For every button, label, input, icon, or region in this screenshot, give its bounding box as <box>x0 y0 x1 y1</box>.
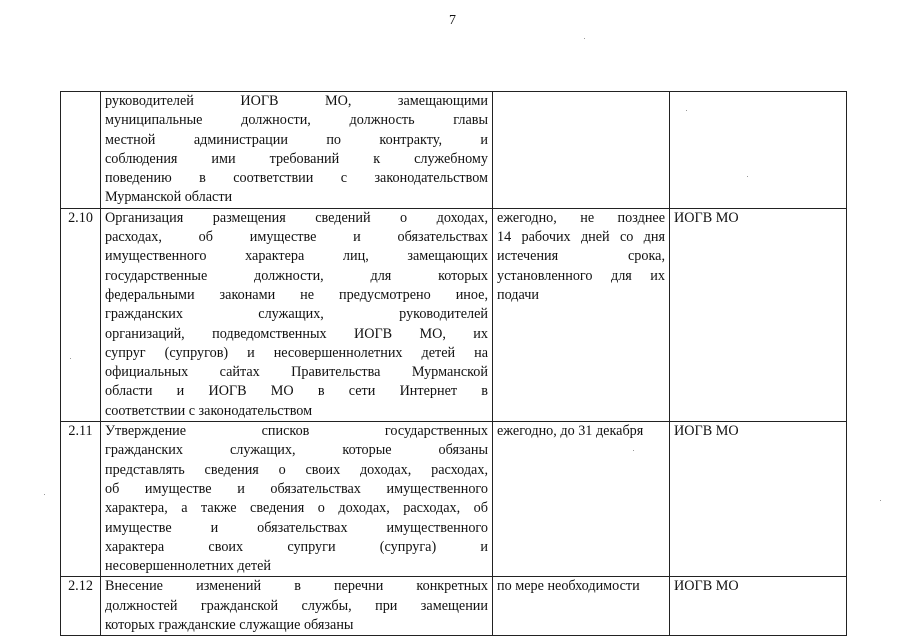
term-line: подачи <box>497 286 539 303</box>
term-line: установленного для их <box>497 267 665 284</box>
measure-text <box>101 208 493 421</box>
measure-text-line: местной администрации по контракту, и <box>105 131 488 148</box>
measure-text-line: государственные должности, для которых <box>105 267 488 284</box>
measure-text-line: представлять сведения о своих доходах, расходах, <box>105 461 488 478</box>
measure-text-line: имуществе и обязательствах имущественного <box>105 519 488 536</box>
measure-text-line: руководителей ИОГВ МО, замещающими <box>105 93 488 109</box>
table-row <box>61 208 847 421</box>
measure-text <box>101 92 493 209</box>
term-cell <box>493 422 670 577</box>
scan-speck <box>44 494 45 495</box>
row-number <box>61 92 101 209</box>
term-line: 14 рабочих дней со дня <box>497 229 665 246</box>
term-line: ежегодно, не позднее <box>497 209 665 226</box>
scan-speck <box>747 176 748 177</box>
measure-text-line: муниципальные должности, должность главы <box>105 112 488 129</box>
executor-cell: ИОГВ МО <box>670 577 847 636</box>
measure-text-line: Утверждение списков государственных <box>105 423 488 440</box>
term-line: по мере необходимости <box>497 578 640 595</box>
measure-text-line: соответствии с законодательством <box>105 402 313 419</box>
table-row <box>61 422 847 577</box>
measure-text-line: должностей гражданской службы, при замещении <box>105 597 488 614</box>
table-row <box>61 577 847 636</box>
scan-speck <box>633 450 634 451</box>
table-row <box>61 92 847 209</box>
row-number: 2.10 <box>61 208 101 421</box>
term-cell <box>493 577 670 636</box>
measure-text-line: характера, а также сведения о доходах, расходах, об <box>105 500 488 517</box>
measure-text <box>101 577 493 636</box>
measure-text-line: Внесение изменений в перечни конкретных <box>105 578 488 595</box>
measure-text-line: Организация размещения сведений о доходах, <box>105 209 488 226</box>
executor-cell: ИОГВ МО <box>670 422 847 577</box>
scan-speck <box>686 110 687 111</box>
scan-speck <box>70 358 71 359</box>
measure-text-line: Мурманской области <box>105 189 233 206</box>
measure-text-line: об имуществе и обязательствах имущественного <box>105 480 488 497</box>
measure-text-line: расходах, об имуществе и обязательствах <box>105 229 488 246</box>
page-number: 7 <box>449 13 456 28</box>
measure-text-line: поведению в соответствии с законодательством <box>105 170 488 187</box>
scan-speck <box>880 500 881 501</box>
term-line: истечения срока, <box>497 248 665 265</box>
measure-text-line: федеральными законами не предусмотрено иное, <box>105 286 488 303</box>
term-cell <box>493 208 670 421</box>
scan-speck <box>584 38 585 39</box>
term-line: ежегодно, до 31 декабря <box>497 423 644 440</box>
executor-cell <box>670 92 847 209</box>
measure-text-line: организаций, подведомственных ИОГВ МО, их <box>105 325 488 342</box>
measure-text-line: несовершеннолетних детей <box>105 558 271 575</box>
row-number: 2.12 <box>61 577 101 636</box>
measure-text-line: соблюдения ими требований к служебному <box>105 150 488 167</box>
measure-text <box>101 422 493 577</box>
measure-text-line: имущественного характера лиц, замещающих <box>105 248 488 265</box>
measure-text-line: гражданских служащих, которые обязаны <box>105 442 488 459</box>
measure-text-line: супруг (супругов) и несовершеннолетних детей на <box>105 344 488 361</box>
measure-text-line: гражданских служащих, руководителей <box>105 306 488 323</box>
row-number: 2.11 <box>61 422 101 577</box>
term-cell <box>493 92 670 209</box>
executor-cell: ИОГВ МО <box>670 208 847 421</box>
measure-text-line: характера своих супруги (супруга) и <box>105 538 488 555</box>
measure-text-line: официальных сайтах Правительства Мурманской <box>105 364 488 381</box>
measure-text-line: области и ИОГВ МО в сети Интернет в <box>105 383 488 400</box>
measures-table <box>60 91 847 636</box>
measure-text-line: которых гражданские служащие обязаны <box>105 617 354 634</box>
